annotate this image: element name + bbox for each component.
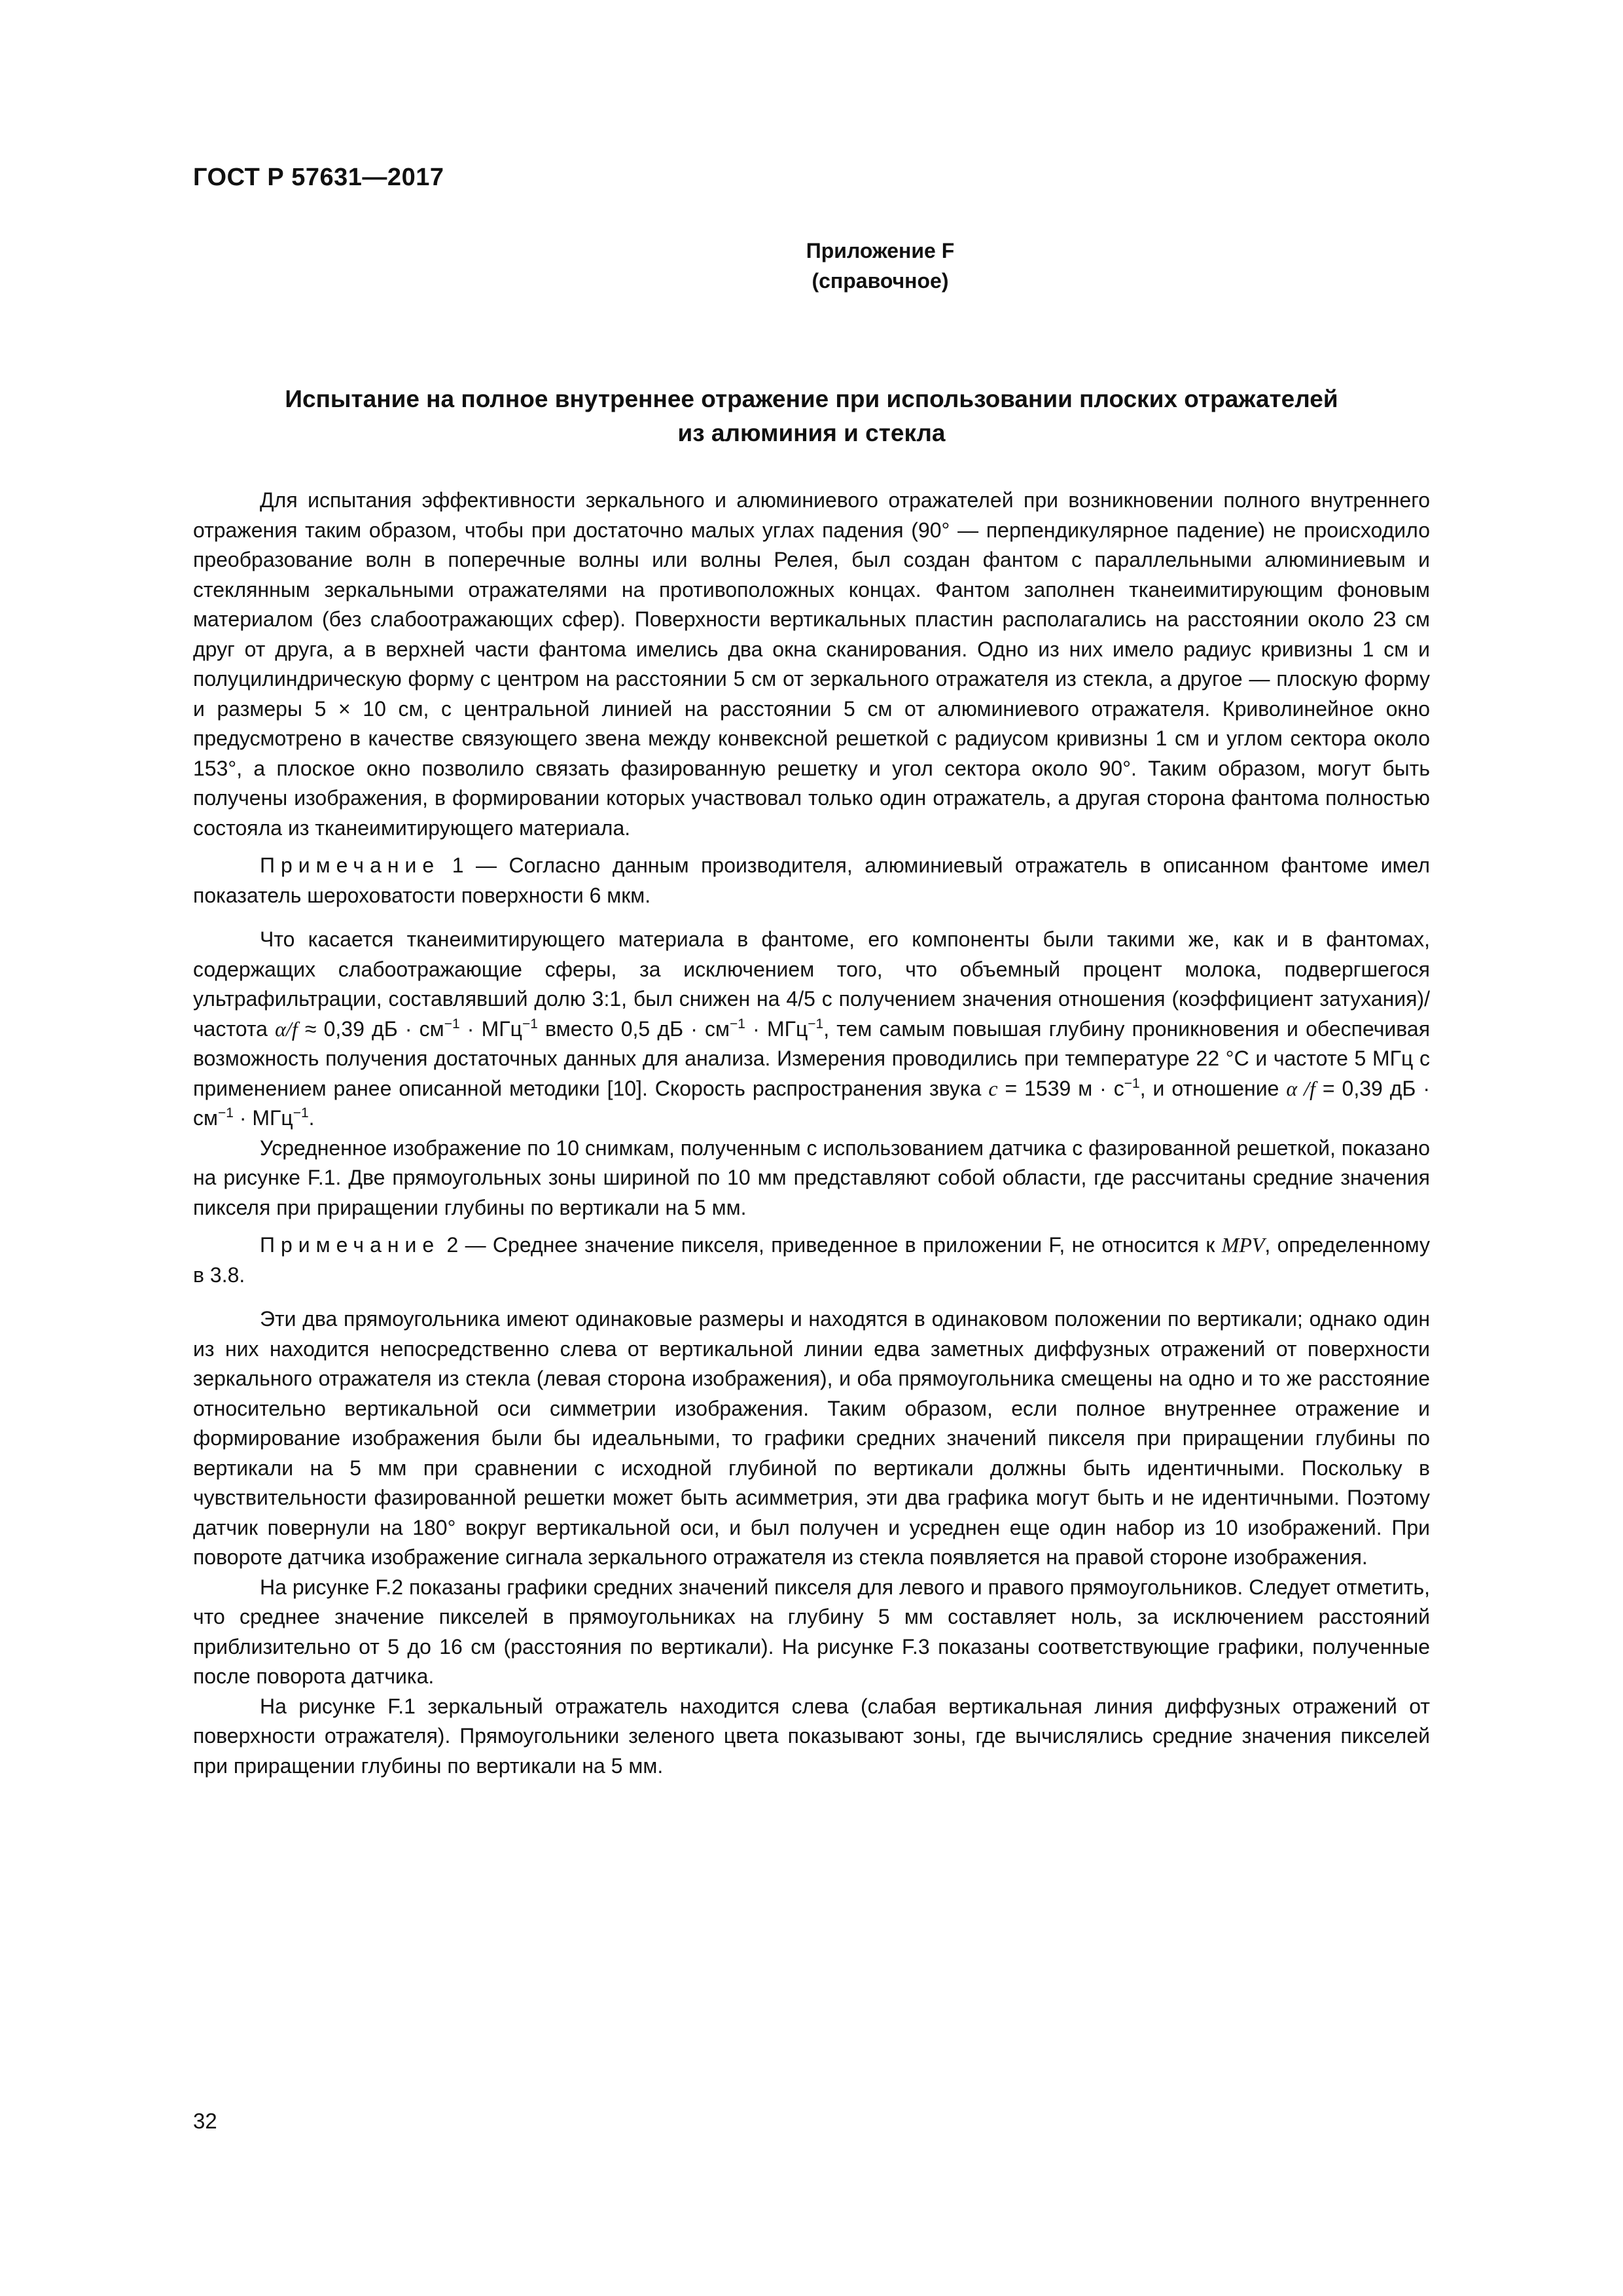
p2-alpha: α: [1286, 1076, 1298, 1100]
superscript: −1: [218, 1105, 234, 1121]
section-title: [193, 382, 1430, 450]
superscript: −1: [1124, 1075, 1140, 1091]
p2-text-h: , и отношение: [1139, 1076, 1287, 1100]
p2-text-a: Что касается тканеимитирующего материала в фантоме, его компоненты были такими же, как и в фантомах, содержащих слабоотражающие сферы, за исключением того, что объемный процент молока, подвергшегося ультрафильтрации, составлявший долю 3:1, был снижен на 4/5 с получением значения отношения (коэффициент затухания)/частота: [193, 927, 1430, 1041]
superscript: −1: [730, 1016, 745, 1031]
p2-text-f: , тем самым повышая глубину проникновения и обеспечивая возможность получения достаточных данных для анализа. Измерения проводились при температуре 22 °C и частоте 5 МГц с применением ранее описанной методики [10]. Скорость распространения звука: [193, 1016, 1431, 1100]
note-1-label: Примечание: [260, 853, 440, 877]
p2-text-i: = 0,39 дБ · см: [193, 1076, 1431, 1130]
paragraph-1: Для испытания эффективности зеркального и алюминиевого отражателей при возникновении полного внутреннего отражения таким образом, чтобы при достаточно малых углах падения (90° — перпендикулярное падение) не происходило преобразование волн в поперечные волны или волны Релея, был создан фантом с параллельными алюминиевым и стеклянным зеркальными отражателями на противоположных концах. Фантом заполнен тканеимитирующим фоновым материалом (без слабоотражающих сфер). Поверхности вертикальных пластин располагались на расстоянии около 23 см друг от друга, а в верхней части фантома имелись два окна сканирования. Одно из них имело радиус кривизны 1 см и полуцилиндрическую форму с центром на расстоянии 5 см от зеркального отражателя из стекла, а другое — плоскую форму и размеры 5 × 10 см, с центральной линией на расстоянии 5 см от алюминиевого отражателя. Криволинейное окно предусмотрено в качестве связующего звена между конвексной решеткой с радиусом кривизны 1 см и углом сектора около 153°, а плоское окно позволило связать фазированную решетку и угол сектора около 90°. Таким образом, могут быть получены изображения, в формировании которых участвовал только один отражатель, а другая сторона фантома полностью состояла из тканеимитирующего материала.: [193, 488, 1430, 840]
superscript: −1: [293, 1105, 309, 1121]
paragraph-3: Усредненное изображение по 10 снимкам, полученным с использованием датчика с фазированной решеткой, показано на рисунке F.1. Две прямоугольных зоны шириной по 10 мм представляют собой области, где рассчитаны средние значения пикселя при приращении глубины по вертикали на 5 мм.: [193, 1136, 1430, 1219]
p2-text-c: · МГц: [459, 1016, 522, 1041]
document-code: ГОСТ Р 57631—2017: [193, 164, 444, 191]
paragraph-5: На рисунке F.2 показаны графики средних значений пикселя для левого и правого прямоугольников. Следует отметить, что среднее значение пикселей в прямоугольниках на глубину 5 мм составляет ноль, за исключением расстояний приблизительно от 5 до 16 см (расстояния по вертикали). На рисунке F.3 показаны соответствующие графики, полученные после поворота датчика.: [193, 1575, 1430, 1688]
superscript: −1: [444, 1016, 460, 1031]
appendix-type: (справочное): [812, 269, 949, 293]
superscript: −1: [522, 1016, 538, 1031]
superscript: −1: [808, 1016, 824, 1031]
document-body: [193, 486, 1430, 1781]
note-1-text: 1 — Согласно данным производителя, алюминиевый отражатель в описанном фантоме имел показатель шероховатости поверхности 6 мкм.: [193, 853, 1430, 907]
p2-text-j: · МГц: [233, 1106, 293, 1130]
paragraph-6: На рисунке F.1 зеркальный отражатель находится слева (слабая вертикальная линия диффузных отражений от поверхности отражателя). Прямоугольники зеленого цвета показывают зоны, где вычислялись средние значения пикселей при приращении глубины по вертикали на 5 мм.: [193, 1694, 1430, 1778]
page-number: 32: [193, 2109, 217, 2133]
note-2-text-a: 2 — Среднее значение пикселя, приведенное в приложении F, не относится к: [440, 1233, 1222, 1257]
p2-alpha-f: α/f: [275, 1016, 298, 1041]
note-2-text-b: , определенному в 3.8.: [193, 1233, 1431, 1287]
paragraph-4: Эти два прямоугольника имеют одинаковые размеры и находятся в одинаковом положении по вертикали; однако один из них находится непосредственно слева от вертикальной линии едва заметных диффузных отражений от поверхности зеркального отражателя из стекла (левая сторона изображения), и оба прямоугольника смещены на одно и то же расстояние относительно вертикальной оси симметрии изображения. Таким образом, если полное внутреннее отражение и формирование изображения были бы идеальными, то графики средних значений пикселя при приращении глубины по вертикали на 5 мм при сравнении с исходной глубиной по вертикали должны быть идентичными. Поскольку в чувствительности фазированной решетки может быть асимметрия, эти два графика могут быть и не идентичными. Поэтому датчик повернули на 180° вокруг вертикальной оси, и был получен и усреднен еще один набор из 10 изображений. При повороте датчика изображение сигнала зеркального отражателя из стекла появляется на правой стороне изображения.: [193, 1307, 1430, 1569]
p2-text-k: .: [308, 1106, 315, 1130]
p2-text-g: = 1539 м · с: [997, 1076, 1124, 1100]
paragraph-2: [193, 925, 1430, 1134]
p2-text-b: ≈ 0,39 дБ · см: [297, 1016, 444, 1041]
note-1: [193, 851, 1430, 910]
appendix-heading: [0, 236, 1623, 296]
p2-text-e: · МГц: [745, 1016, 808, 1041]
note-2-mpv: MPV: [1221, 1233, 1265, 1257]
p2-text-d: вместо 0,5 дБ · см: [537, 1016, 730, 1041]
note-2-label: Примечание: [260, 1233, 440, 1257]
title-line-1: Испытание на полное внутреннее отражение при использовании плоских отражателей: [285, 386, 1338, 412]
p2-c-variable: c: [988, 1076, 998, 1100]
appendix-label: Приложение F: [806, 239, 955, 262]
p2-slash-f: /f: [1297, 1076, 1315, 1100]
note-2: [193, 1230, 1430, 1290]
title-line-2: из алюминия и стекла: [677, 420, 946, 446]
